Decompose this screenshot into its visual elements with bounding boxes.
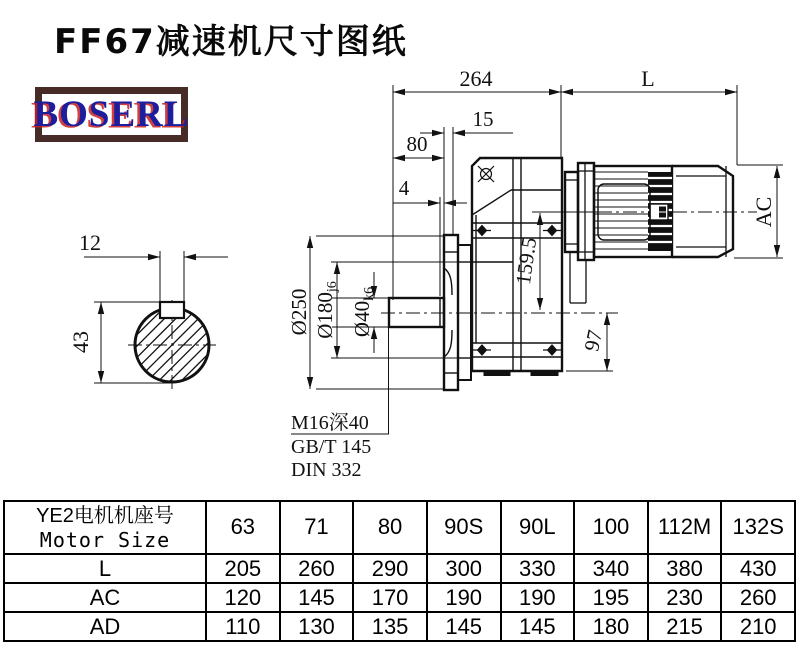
row-label: L (4, 554, 206, 583)
bolt-mark-icon (478, 166, 494, 182)
table-cell: 380 (648, 554, 722, 583)
table-header-row (4, 501, 795, 554)
size-col-header (648, 501, 722, 554)
size-col-header (574, 501, 648, 554)
table-cell: 130 (280, 612, 354, 641)
page-title: FF67减速机尺寸图纸 (54, 22, 408, 62)
dim-L-label: L (641, 66, 655, 91)
size-label: 90L (518, 514, 556, 540)
size-col-header (280, 501, 354, 554)
table-row-AD (4, 612, 795, 641)
size-label: 80 (377, 514, 403, 540)
table-cell: 110 (206, 612, 280, 641)
dim-97-label: 97 (579, 327, 608, 354)
table-cell: 215 (648, 612, 722, 641)
table-cell: 340 (574, 554, 648, 583)
table-cell: 260 (280, 554, 354, 583)
arrowheads (98, 89, 780, 389)
table-cell: 330 (501, 554, 575, 583)
header-en: Motor Size (39, 527, 171, 552)
table-cell: 145 (280, 583, 354, 612)
dim-15-label: 15 (472, 107, 494, 131)
header-cn: YE2电机机座号 (36, 504, 174, 527)
size-col-header (501, 501, 575, 554)
dimension-lines (84, 92, 777, 434)
size-col-header (427, 501, 501, 554)
bolt-mark-icon (473, 345, 491, 355)
table-cell: 180 (574, 612, 648, 641)
dim-dia40-label: Ø40k6 (350, 286, 377, 338)
keyway (160, 302, 184, 318)
motor-core (648, 172, 672, 251)
row-label: AD (4, 612, 206, 641)
dim-dia180-label: Ø180j6 (313, 281, 340, 339)
size-label: 112M (657, 514, 712, 540)
dim-12-label: 12 (79, 230, 101, 255)
motor-size-table (3, 500, 796, 642)
table-cell: 190 (427, 583, 501, 612)
table-cell: 135 (353, 612, 427, 641)
boserl-logo-text: BOSERL (33, 94, 190, 135)
size-label: 100 (592, 514, 630, 540)
dim-43-label: 43 (68, 331, 93, 353)
dim-159-5-label: 159.5 (510, 235, 542, 287)
table-cell: 170 (353, 583, 427, 612)
note-thread: M16深40 (291, 412, 369, 434)
table-cell: 120 (206, 583, 280, 612)
table-cell: 195 (574, 583, 648, 612)
table-cell: 210 (721, 612, 795, 641)
table-cell: 145 (501, 612, 575, 641)
table-row-AC (4, 583, 795, 612)
extension-lines (94, 85, 783, 389)
table-cell: 230 (648, 583, 722, 612)
note-gb-standard: GB/T 145 (291, 436, 372, 458)
dim-80-label: 80 (406, 132, 428, 156)
dim-AC-label: AC (751, 196, 776, 228)
table-cell: 205 (206, 554, 280, 583)
bolt-mark-icon (543, 226, 561, 236)
size-label: 132S (732, 514, 784, 540)
dim-dia250-label: Ø250 (287, 288, 311, 336)
dim-4-label: 4 (398, 176, 410, 200)
row-label: AC (4, 583, 206, 612)
bolt-mark-icon (543, 345, 561, 355)
table-cell: 300 (427, 554, 501, 583)
table-row-L (4, 554, 795, 583)
table-cell: 290 (353, 554, 427, 583)
size-label: 63 (230, 514, 256, 540)
table-cell: 260 (721, 583, 795, 612)
table-header-motor-size (4, 501, 206, 554)
table-cell: 190 (501, 583, 575, 612)
size-col-header (206, 501, 280, 554)
dim-264-label: 264 (459, 66, 493, 91)
table-cell: 430 (721, 554, 795, 583)
size-col-header (353, 501, 427, 554)
size-col-header (721, 501, 795, 554)
size-label: 71 (304, 514, 329, 540)
size-label: 90S (444, 514, 484, 540)
note-din-standard: DIN 332 (291, 459, 362, 481)
table-cell: 145 (427, 612, 501, 641)
